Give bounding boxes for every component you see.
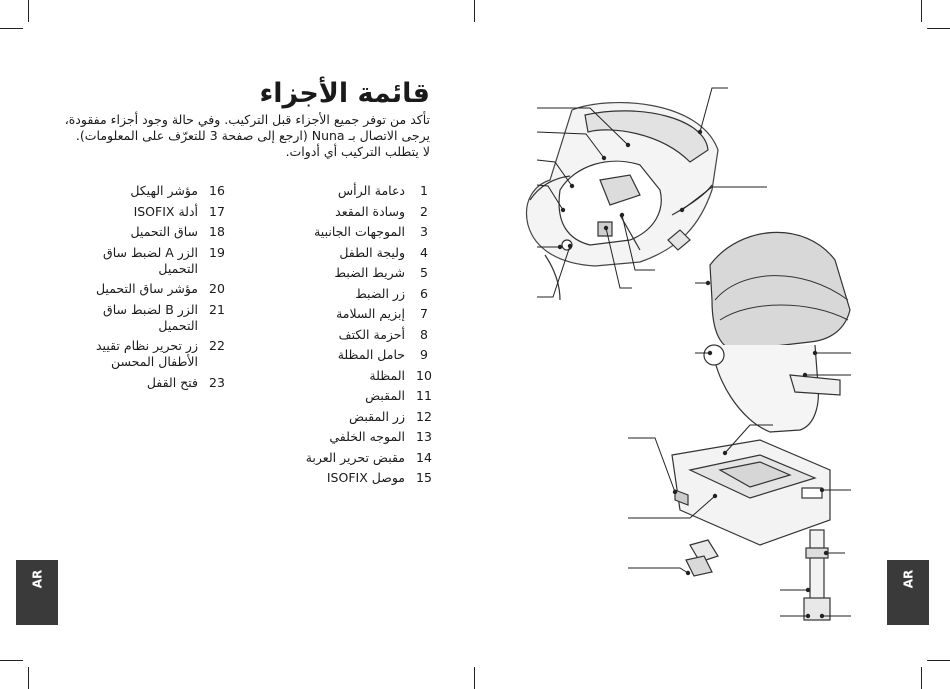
item-label: المقبض: [365, 388, 405, 403]
item-label: مقبض تحرير العربة: [305, 449, 405, 465]
item-number: 9: [420, 347, 428, 362]
item-label: زر تحرير نظام تقييد الأطفال المحسن: [95, 338, 198, 369]
item-label: زر الضبط: [355, 285, 405, 301]
item-number: 4: [420, 244, 428, 260]
item-number: 7: [420, 306, 428, 321]
car-seat-canopy-illustration: [704, 232, 850, 432]
item-label: الزر B لضبط ساق التحميل: [103, 301, 198, 333]
item-label: مؤشر ساق التحميل: [95, 281, 198, 296]
item-label: فتح القفل: [146, 374, 198, 390]
item-number: 1: [420, 183, 428, 198]
intro-line-1: تأكد من توفر جميع الأجزاء قبل التركيب. وفي حالة وجود أجزاء مفقودة،: [64, 112, 430, 127]
language-tab-label: AR: [30, 569, 44, 589]
item-label: زر المقبض: [349, 408, 405, 424]
item-label: الموجهات الجانبية: [314, 224, 405, 239]
item-number: 20: [209, 281, 225, 296]
page-title: قائمة الأجزاء: [259, 78, 430, 109]
item-number: 22: [209, 338, 225, 353]
item-number: 23: [209, 374, 225, 390]
item-label: أدلة ISOFIX: [133, 203, 198, 219]
intro-line-3: لا يتطلب التركيب أي أدوات.: [285, 144, 430, 159]
item-label: موصل ISOFIX: [326, 470, 405, 485]
item-number: 8: [420, 326, 428, 342]
language-tab-label: AR: [901, 569, 915, 589]
item-label: مؤشر الهيكل: [130, 183, 198, 198]
item-number: 16: [209, 183, 225, 198]
item-label: حامل المظلة: [337, 347, 405, 362]
item-number: 6: [420, 285, 428, 301]
item-number: 3: [420, 224, 428, 239]
item-label: شريط الضبط: [334, 265, 405, 280]
item-number: 15: [416, 470, 432, 485]
item-label: إبزيم السلامة: [336, 306, 405, 321]
item-number: 14: [416, 449, 432, 465]
item-number: 13: [416, 429, 432, 444]
item-label: دعامة الرأس: [337, 183, 405, 198]
item-number: 21: [209, 301, 225, 317]
item-label: الزر A لضبط ساق التحميل: [103, 244, 198, 276]
item-label: الموجه الخلفي: [329, 429, 405, 444]
item-number: 5: [420, 265, 428, 280]
isofix-base-illustration: [672, 440, 830, 620]
item-number: 18: [209, 224, 225, 239]
item-number: 2: [420, 203, 428, 219]
item-number: 19: [209, 244, 225, 260]
item-label: المظلة: [369, 367, 405, 383]
item-number: 10: [416, 367, 432, 383]
item-label: ساق التحميل: [130, 224, 198, 239]
intro-line-2: يرجى الاتصال بـ Nuna (ارجع إلى صفحة 3 للتعرّف على المعلومات).: [75, 128, 430, 143]
car-seat-illustration: [527, 103, 718, 300]
item-label: وليجة الطفل: [339, 244, 405, 260]
item-label: أحزمة الكتف: [338, 326, 405, 342]
item-number: 11: [416, 388, 432, 403]
item-number: 12: [416, 408, 432, 424]
item-number: 17: [209, 203, 225, 219]
item-label: وسادة المقعد: [335, 203, 405, 219]
